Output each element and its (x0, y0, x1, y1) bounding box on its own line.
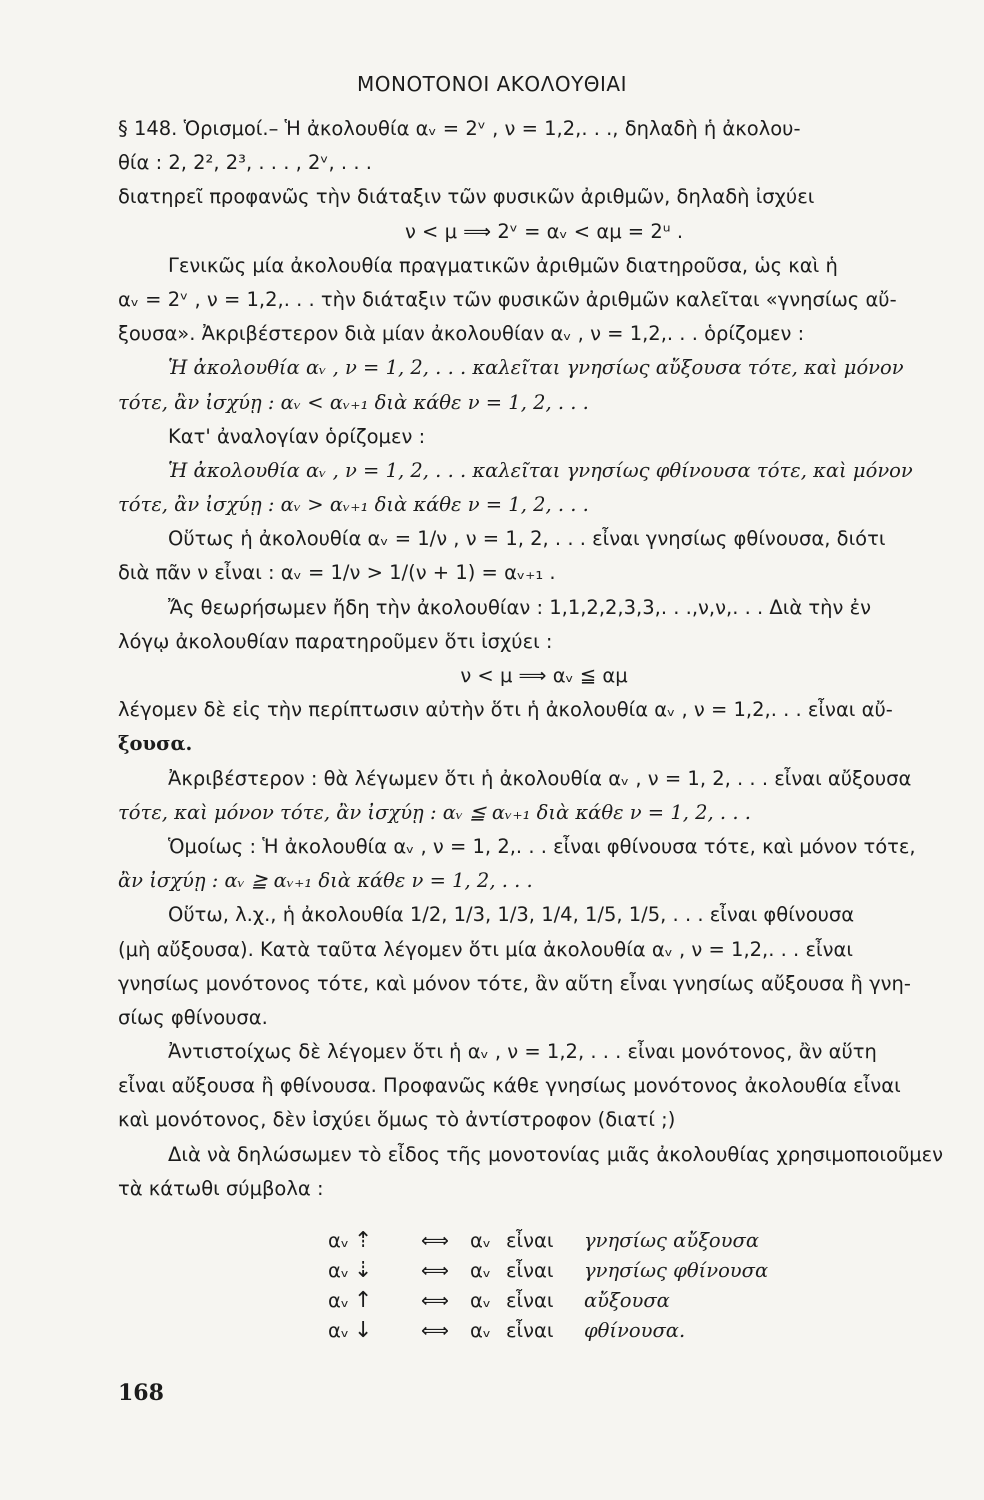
down-arrow-icon: ↓ (354, 1317, 373, 1343)
symbol-row (328, 1316, 970, 1346)
definition-line: τότε, ἂν ἰσχύῃ : αᵥ > αᵥ₊₁ διὰ κάθε ν = 1, 2, . . . (118, 493, 589, 517)
page-number: 168 (118, 1380, 164, 1406)
text-line: Ἄς θεωρήσωμεν ἤδη τὴν ἀκολουθίαν : 1,1,2,2,3,3,. . .,ν,ν,. . . Διὰ τὴν ἐν (168, 595, 872, 619)
symbol-verb: εἶναι (506, 1228, 554, 1252)
definition-line: ἂν ἰσχύῃ : αᵥ ≧ αᵥ₊₁ διὰ κάθε ν = 1, 2, . . . (118, 869, 533, 893)
definition-line: τότε, ἂν ἰσχύῃ : αᵥ < αᵥ₊₁ διὰ κάθε ν = 1, 2, . . . (118, 390, 589, 414)
text-line: Διὰ νὰ δηλώσωμεν τὸ εἶδος τῆς μονοτονίας μιᾶς ἀκολουθίας χρησιμοποιοῦμεν (168, 1142, 944, 1166)
symbol-rhs: αᵥ (470, 1258, 491, 1282)
text-line: Ἀντιστοίχως δὲ λέγομεν ὅτι ἡ αᵥ , ν = 1,2, . . . εἶναι μονότονος, ἂν αὕτη (168, 1040, 877, 1064)
text-line: αᵥ = 2ᵛ , ν = 1,2,. . . τὴν διάταξιν τῶν φυσικῶν ἀριθμῶν καλεῖται «γνησίως αὔ- (118, 287, 897, 311)
text-line: θία : 2, 2², 2³, . . . , 2ᵛ, . . . (118, 151, 372, 175)
symbol-rhs: αᵥ (470, 1288, 491, 1312)
iff-symbol: ⟺ (421, 1318, 449, 1342)
symbol-lhs: αᵥ (328, 1318, 349, 1342)
text-line: (μὴ αὔξουσα). Κατὰ ταῦτα λέγομεν ὅτι μία ἀκολουθία αᵥ , ν = 1,2,. . . εἶναι (118, 937, 853, 961)
symbol-meaning: αὔξουσα (584, 1288, 670, 1312)
symbol-verb: εἶναι (506, 1318, 554, 1342)
text-line: σίως φθίνουσα. (118, 1005, 268, 1029)
text-line: Ὁμοίως : Ἡ ἀκολουθία αᵥ , ν = 1, 2,. . . εἶναι φθίνουσα τότε, καὶ μόνον τότε, (168, 834, 916, 858)
strict-up-arrow-icon: ⇡ (354, 1227, 373, 1253)
definition-line: Ἡ ἀκολουθία αᵥ , ν = 1, 2, . . . καλεῖται γνησίως αὔξουσα τότε, καὶ μόνον (168, 356, 904, 380)
definition-line: Ἡ ἀκολουθία αᵥ , ν = 1, 2, . . . καλεῖται γνησίως φθίνουσα τότε, καὶ μόνον (168, 458, 913, 482)
iff-symbol: ⟺ (421, 1228, 449, 1252)
text-line: ξουσα». Ἀκριβέστερον διὰ μίαν ἀκολουθίαν αᵥ , ν = 1,2,. . . ὁρίζομεν : (118, 322, 805, 346)
text-line: τὰ κάτωθι σύμβολα : (118, 1176, 324, 1200)
text-line: Γενικῶς μία ἀκολουθία πραγματικῶν ἀριθμῶν διατηροῦσα, ὡς καὶ ἡ (168, 253, 838, 277)
text-line: λόγῳ ἀκολουθίαν παρατηροῦμεν ὅτι ἰσχύει : (118, 629, 553, 653)
formula-line: διὰ πᾶν ν εἶναι : αᵥ = 1/ν > 1/(ν + 1) = αᵥ₊₁ . (118, 561, 556, 585)
body-text (118, 112, 970, 1346)
symbol-table (328, 1226, 970, 1346)
symbol-rhs: αᵥ (470, 1228, 491, 1252)
text-line: Οὕτω, λ.χ., ἡ ἀκολουθία 1/2, 1/3, 1/3, 1/4, 1/5, 1/5, . . . εἶναι φθίνουσα (168, 903, 855, 927)
symbol-rhs: αᵥ (470, 1318, 491, 1342)
symbol-meaning: γνησίως φθίνουσα (584, 1258, 769, 1282)
text-line: λέγομεν δὲ εἰς τὴν περίπτωσιν αὐτὴν ὅτι ἡ ἀκολουθία αᵥ , ν = 1,2,. . . εἶναι αὔ- (118, 698, 893, 722)
symbol-meaning: φθίνουσα. (584, 1318, 686, 1342)
text-line: Οὕτως ἡ ἀκολουθία αᵥ = 1/ν , ν = 1, 2, . . . εἶναι γνησίως φθίνουσα, διότι (168, 527, 886, 551)
strict-down-arrow-icon: ⇣ (354, 1257, 373, 1283)
symbol-verb: εἶναι (506, 1258, 554, 1282)
symbol-row (328, 1226, 970, 1256)
symbol-lhs: αᵥ (328, 1228, 349, 1252)
page-header: ΜΟΝΟΤΟΝΟΙ ΑΚΟΛΟΥΘΙΑΙ (356, 72, 628, 96)
definition-line: τότε, καὶ μόνον τότε, ἂν ἰσχύῃ : αᵥ ≦ αᵥ₊₁ διὰ κάθε ν = 1, 2, . . . (118, 800, 751, 824)
text-line: γνησίως μονότονος τότε, καὶ μόνον τότε, ἂν αὕτη εἶναι γνησίως αὔξουσα ἢ γνη- (118, 971, 911, 995)
formula-line: ν < μ ⟹ αᵥ ≦ αμ (460, 664, 628, 687)
symbol-row (328, 1286, 970, 1316)
text-line: διατηρεῖ προφανῶς τὴν διάταξιν τῶν φυσικῶν ἀριθμῶν, δηλαδὴ ἰσχύει (118, 185, 815, 209)
symbol-verb: εἶναι (506, 1288, 554, 1312)
symbol-lhs: αᵥ (328, 1258, 349, 1282)
up-arrow-icon: ↑ (354, 1287, 373, 1313)
text-line: εἶναι αὔξουσα ἢ φθίνουσα. Προφανῶς κάθε γνησίως μονότονος ἀκολουθία εἶναι (118, 1074, 901, 1098)
text-line: ξουσα. (118, 732, 193, 756)
iff-symbol: ⟺ (421, 1288, 449, 1312)
symbol-row (328, 1256, 970, 1286)
iff-symbol: ⟺ (421, 1258, 449, 1282)
text-line: § 148. Ὁρισμοί.– Ἡ ἀκολουθία αᵥ = 2ᵛ , ν = 1,2,. . ., δηλαδὴ ἡ ἀκολου- (118, 117, 801, 140)
text-line: καὶ μονότονος, δὲν ἰσχύει ὅμως τὸ ἀντίστροφον (διατί ;) (118, 1108, 676, 1132)
text-line: Κατ' ἀναλογίαν ὁρίζομεν : (168, 424, 426, 448)
symbol-lhs: αᵥ (328, 1288, 349, 1312)
text-line: Ἀκριβέστερον : θὰ λέγωμεν ὅτι ἡ ἀκολουθία αᵥ , ν = 1, 2, . . . εἶναι αὔξουσα (168, 766, 912, 790)
formula-line: ν < μ ⟹ 2ᵛ = αᵥ < αμ = 2ᵘ . (404, 219, 684, 243)
symbol-meaning: γνησίως αὔξουσα (584, 1228, 760, 1252)
